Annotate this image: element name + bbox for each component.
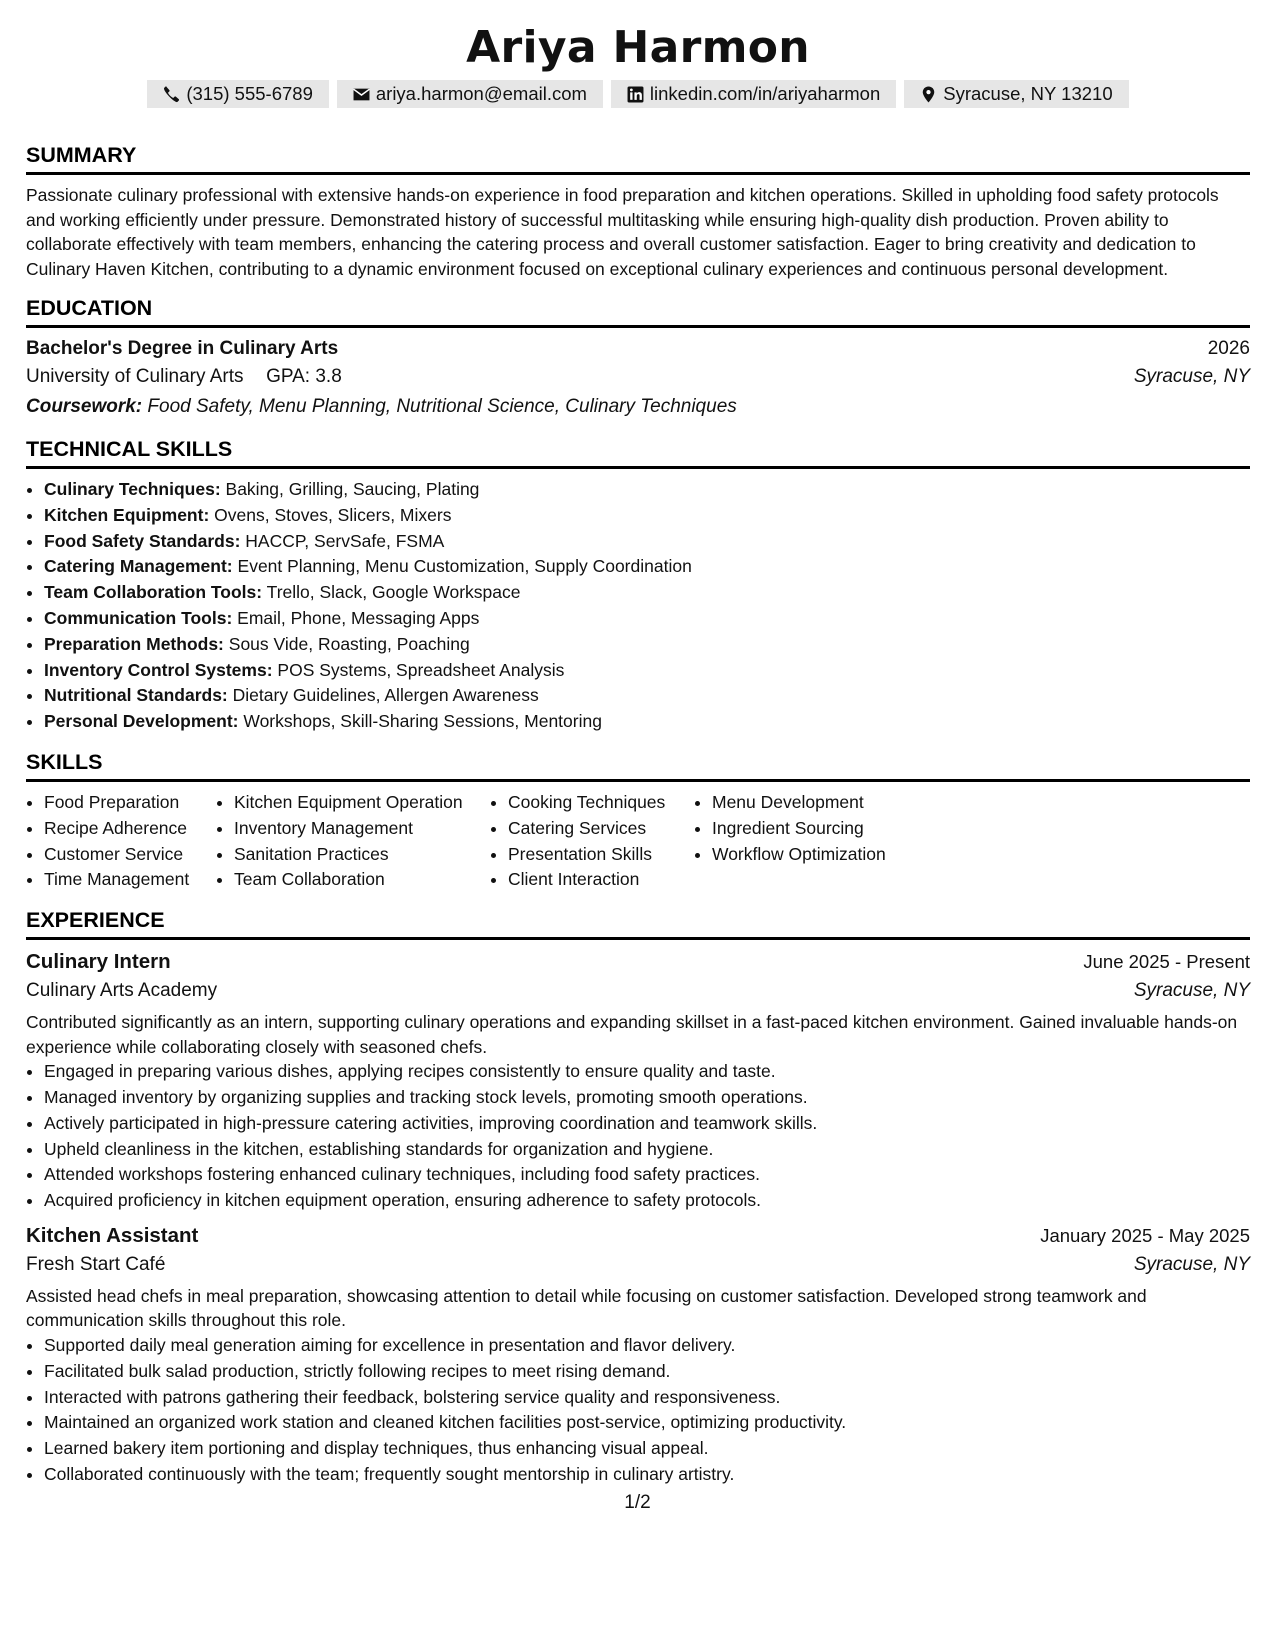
contact-linkedin[interactable] (611, 80, 896, 108)
job-bullets (26, 1059, 1250, 1214)
list-item: • Culinary Techniques: Baking, Grilling, Saucing, Plating (44, 477, 1250, 503)
list-item: • Presentation Skills (508, 842, 694, 868)
list-item: • Facilitated bulk salad production, strictly following recipes to meet rising demand. (44, 1359, 1250, 1385)
contact-bar (26, 80, 1250, 108)
coursework-label: Coursework: (26, 396, 143, 417)
list-item: • Workflow Optimization (712, 842, 972, 868)
school-name: University of Culinary Arts (26, 366, 244, 387)
list-item: • Menu Development (712, 790, 972, 816)
list-item: • Sanitation Practices (234, 842, 490, 868)
contact-email-text: ariya.harmon@email.com (375, 83, 587, 104)
job-entry (26, 948, 1250, 1214)
contact-location (904, 80, 1128, 108)
job-bullets (26, 1333, 1250, 1488)
list-item: • Kitchen Equipment: Ovens, Stoves, Slicers, Mixers (44, 503, 1250, 529)
list-item: • Actively participated in high-pressure catering activities, improving coordination and teamwork skills. (44, 1111, 1250, 1137)
list-item: • Customer Service (44, 842, 216, 868)
coursework (26, 392, 1250, 422)
list-item: • Cooking Techniques (508, 790, 694, 816)
graduation-year: 2026 (1207, 338, 1250, 359)
map-pin-icon (920, 86, 937, 103)
list-item: • Kitchen Equipment Operation (234, 790, 490, 816)
contact-phone-text: (315) 555-6789 (186, 83, 313, 104)
linkedin-icon (627, 86, 644, 103)
job-summary: Assisted head chefs in meal preparation, showcasing attention to detail while focusing on customer satisfaction. Developed strong teamwork and communication skills throughout this role. (26, 1285, 1147, 1331)
list-item: • Food Safety Standards: HACCP, ServSafe, FSMA (44, 529, 1250, 555)
list-item: • Acquired proficiency in kitchen equipment operation, ensuring adherence to safety protocols. (44, 1188, 1250, 1214)
skills-section (26, 749, 1250, 893)
experience-section (26, 907, 1250, 1488)
education-heading: EDUCATION (26, 295, 1250, 328)
list-item: • Food Preparation (44, 790, 216, 816)
job-summary: Contributed significantly as an intern, supporting culinary operations and expanding skillset in a fast-paced kitchen environment. Gained invaluable hands-on experience while collaborating closely with seasoned chefs. (26, 1012, 1238, 1057)
list-item: • Managed inventory by organizing supplies and tracking stock levels, promoting smooth operations. (44, 1085, 1250, 1111)
job-company: Culinary Arts Academy (26, 980, 218, 1002)
list-item: • Recipe Adherence (44, 816, 216, 842)
list-item: • Communication Tools: Email, Phone, Messaging Apps (44, 606, 1250, 632)
skills-column-3 (490, 790, 694, 893)
skills-column-1 (26, 790, 216, 893)
list-item: • Team Collaboration (234, 867, 490, 893)
list-item: • Upheld cleanliness in the kitchen, establishing standards for organization and hygiene. (44, 1137, 1250, 1163)
list-item: • Attended workshops fostering enhanced culinary techniques, including food safety practices. (44, 1162, 1250, 1188)
list-item: • Inventory Management (234, 816, 490, 842)
job-company: Fresh Start Café (26, 1253, 166, 1275)
job-title: Culinary Intern (26, 950, 171, 974)
list-item: • Team Collaboration Tools: Trello, Slack, Google Workspace (44, 580, 1250, 606)
contact-linkedin-text: linkedin.com/in/ariyaharmon (649, 83, 881, 104)
list-item: • Nutritional Standards: Dietary Guidelines, Allergen Awareness (44, 683, 1250, 709)
degree-title: Bachelor's Degree in Culinary Arts (26, 338, 339, 359)
job-title: Kitchen Assistant (26, 1223, 199, 1247)
job-dates: June 2025 - Present (1083, 951, 1250, 973)
resume-page (26, 20, 1250, 1488)
technical-skills-list (26, 477, 1250, 735)
list-item: • Collaborated continuously with the team; frequently sought mentorship in culinary artistry. (44, 1462, 1250, 1488)
coursework-list: Food Safety, Menu Planning, Nutritional Science, Culinary Techniques (147, 396, 737, 417)
list-item: • Engaged in preparing various dishes, applying recipes consistently to ensure quality and taste. (44, 1059, 1250, 1085)
technical-skills-heading: TECHNICAL SKILLS (26, 436, 1250, 469)
list-item: • Supported daily meal generation aiming for excellence in presentation and flavor delivery. (44, 1333, 1250, 1359)
list-item: • Ingredient Sourcing (712, 816, 972, 842)
list-item: • Inventory Control Systems: POS Systems, Spreadsheet Analysis (44, 658, 1250, 684)
list-item: • Client Interaction (508, 867, 694, 893)
list-item: • Learned bakery item portioning and display techniques, thus enhancing visual appeal. (44, 1436, 1250, 1462)
gpa: GPA: 3.8 (266, 366, 342, 387)
job-location: Syracuse, NY (1133, 980, 1250, 1002)
technical-skills-section (26, 436, 1250, 735)
skills-column-4 (694, 790, 972, 893)
experience-heading: EXPERIENCE (26, 907, 1250, 940)
phone-icon (163, 86, 180, 103)
school-location: Syracuse, NY (1133, 366, 1250, 387)
skills-columns (26, 790, 1250, 893)
contact-location-text: Syracuse, NY 13210 (943, 83, 1113, 104)
skills-column-2 (216, 790, 490, 893)
list-item: • Time Management (44, 867, 216, 893)
candidate-name: Ariya Harmon (466, 22, 810, 73)
job-location: Syracuse, NY (1133, 1253, 1250, 1275)
summary-section (26, 142, 1250, 281)
list-item: • Personal Development: Workshops, Skill-Sharing Sessions, Mentoring (44, 709, 1250, 735)
list-item: • Catering Services (508, 816, 694, 842)
job-entry (26, 1222, 1250, 1488)
skills-heading: SKILLS (26, 749, 1250, 782)
page-number: 1/2 (624, 1492, 651, 1513)
summary-text: Passionate culinary professional with extensive hands-on experience in food preparation and kitchen operations. Skilled in upholding food safety protocols and working efficiently under pressure. Demonstrated history of successful multitasking while ensuring high-quality dish production. Proven ability to collaborate effectively with team members, enhancing the catering process and overall customer satisfaction. Eager to bring creativity and dedication to Culinary Haven Kitchen, contributing to a dynamic environment focused on exceptional culinary experiences and continuous personal development. (26, 185, 1219, 279)
education-section (26, 295, 1250, 422)
list-item: • Maintained an organized work station and cleaned kitchen facilities post-service, optimizing productivity. (44, 1410, 1250, 1436)
list-item: • Preparation Methods: Sous Vide, Roasting, Poaching (44, 632, 1250, 658)
contact-phone[interactable] (147, 80, 329, 108)
job-dates: January 2025 - May 2025 (1040, 1224, 1250, 1246)
contact-email[interactable] (337, 80, 603, 108)
envelope-icon (353, 86, 370, 103)
list-item: • Catering Management: Event Planning, Menu Customization, Supply Coordination (44, 554, 1250, 580)
summary-heading: SUMMARY (26, 142, 1250, 175)
list-item: • Interacted with patrons gathering their feedback, bolstering service quality and responsiveness. (44, 1385, 1250, 1411)
